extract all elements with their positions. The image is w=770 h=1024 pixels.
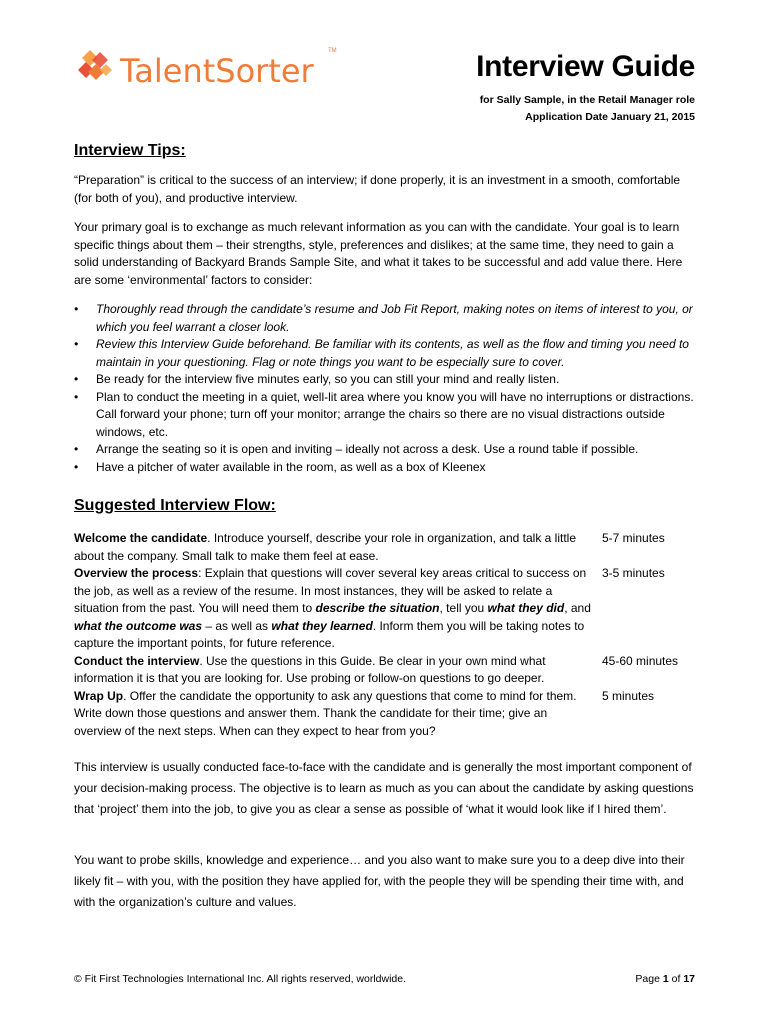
interview-flow-table [74,530,699,740]
talentsorter-logo [76,46,356,96]
page-total: 17 [683,973,695,985]
tips-goal-paragraph: Your primary goal is to exchange as much relevant information as you can with the candidate. Your goal is to learn specific things about them – their strengths, style, preferences and dislikes; at the same time, they need to gain a solid understanding of Backyard Brands Sample Site, and what it takes to be successful and add value there. Here are some ‘environmental’ factors to consider: [74,220,683,287]
flow-step-description [74,565,594,653]
flow-step-title: Wrap Up [74,688,124,703]
flow-step-description [74,653,594,688]
list-item: • Review this Interview Guide beforehand. Be familiar with its contents, as well as the flow and timing you need to maintain in your questioning. Flag or note things you want to be especially sure to cover. [74,336,699,371]
emphasis-text: what they did [487,601,565,615]
list-item: • Thoroughly read through the candidate’s resume and Job Fit Report, making notes on items of interest to you, or which you feel warrant a closer look. [74,301,699,336]
footer-copyright: © Fit First Technologies International Inc. All rights reserved, worldwide. [74,973,407,985]
closing-paragraph-2: You want to probe skills, knowledge and experience… and you also want to make sure you to a deep dive into their likely fit – with you, with the position they have applied for, with the people they will be spending their time with, and with the organization’s culture and values. [74,853,685,909]
flow-step-title: Welcome the candidate [74,531,208,545]
flow-step-duration: 5 minutes [602,688,655,703]
flow-step-text: . Introduce yourself, describe your role in organization, and talk a little about the company. Small talk to make them feel at ease. [74,531,577,563]
flow-step-text: – as well as [202,618,272,633]
closing-paragraph-1: This interview is usually conducted face-to-face with the candidate and is generally the most important component of your decision-making process. The objective is to learn as much as you can about the candidate by asking questions that ‘project’ them into the job, to give you as clear a sense as possible of ‘what it would look like if I hired them’. [74,760,694,816]
list-item: • Be ready for the interview five minutes early, so you can still your mind and really listen. [74,371,699,389]
list-item: • Have a pitcher of water available in the room, as well as a box of Kleenex [74,459,699,477]
flow-step-duration: 5-7 minutes [602,531,665,545]
flow-step-title: Conduct the interview [74,653,200,668]
interview-tips-heading: Interview Tips: [74,142,186,159]
flow-step-description [74,688,594,741]
flow-step-text: . Inform them you will be taking notes to capture the important points, for future reference. [74,618,585,650]
flow-step-duration: 3-5 minutes [602,566,665,580]
flow-step-text: . Offer the candidate the opportunity to ask any questions that come to mind for them. Write down those questions and answer them. Thank the candidate for their time; give an overview of the next steps. When can they expect to hear from you? [74,688,577,738]
page-label: Page [635,973,663,985]
environmental-factors-list [74,301,699,476]
document-title: Interview Guide [476,50,695,83]
flow-step-duration: 45-60 minutes [602,653,679,668]
list-item: • Arrange the seating so it is open and inviting – ideally not across a desk. Use a round table if possible. [74,441,699,459]
application-date-line: Application Date January 21, 2015 [525,111,695,123]
table-row [74,653,699,688]
page-of-label: of [668,973,684,985]
page-current: 1 [662,973,669,985]
candidate-role-line: for Sally Sample, in the Retail Manager role [479,94,695,106]
table-row [74,565,699,653]
emphasis-text: what the outcome was [74,618,203,633]
flow-step-title: Overview the process [74,566,199,580]
flow-step-text: , tell you [439,601,488,615]
logo-wordmark: TalentSorter [120,52,314,90]
list-item: • Plan to conduct the meeting in a quiet, well-lit area where you know you will have no interruptions or distractions. Call forward your phone; turn off your monitor; arrange the chairs so there are no visual distractions outside windows, etc. [74,389,699,442]
flow-step-text: , and [564,601,591,615]
table-row [74,530,699,565]
page-number [635,973,695,985]
flow-step-text: : Explain that questions will cover several key areas critical to success on the job, as well as a review of the resume. In most instances, they will be asked to relate a situation from the past. You will need them to [74,566,587,615]
emphasis-text: what they learned [271,618,373,633]
logo-trademark: TM [328,48,337,54]
emphasis-text: describe the situation [315,601,440,615]
table-row [74,688,699,741]
flow-step-description [74,530,594,565]
tips-intro-paragraph: “Preparation” is critical to the success of an interview; if done properly, it is an investment in a smooth, comfortable (for both of you), and productive interview. [74,173,681,205]
flow-step-text: . Use the questions in this Guide. Be clear in your own mind what information it is that you are looking for. Use probing or follow-on questions to go deeper. [74,653,546,685]
logo-mark-icon [76,46,116,86]
interview-flow-heading: Suggested Interview Flow: [74,497,276,514]
